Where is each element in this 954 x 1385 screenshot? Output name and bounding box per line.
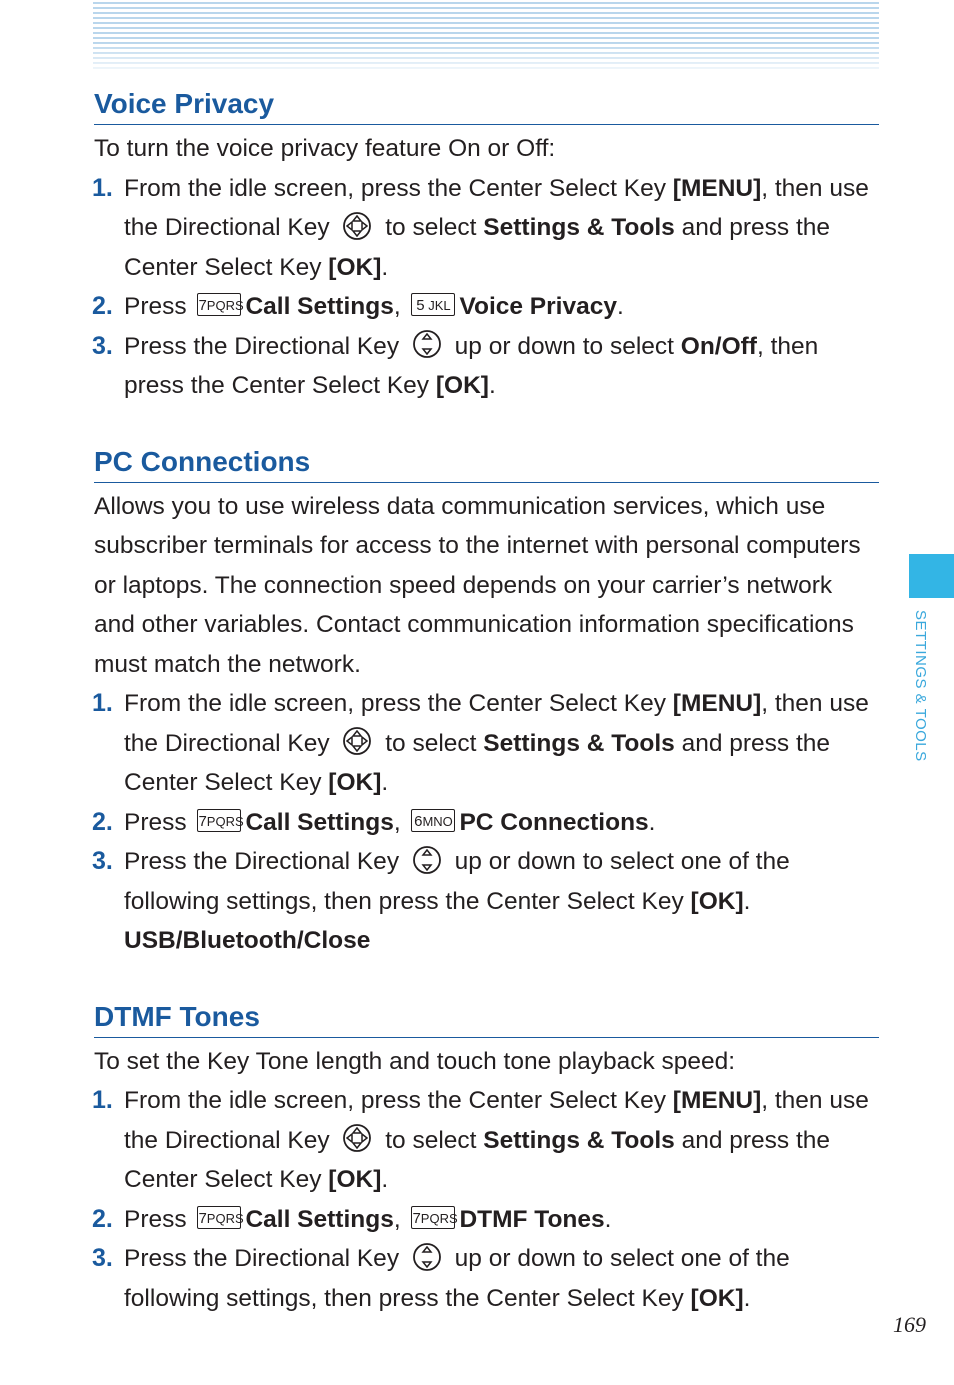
menu-item-label: Settings & Tools [483,214,675,241]
chapter-label: SETTINGS & TOOLS [912,610,929,762]
menu-item-label: Call Settings [245,808,394,836]
step-number: 3. [92,847,113,875]
step-3 [94,1239,879,1318]
menu-key-label: [MENU] [672,1087,762,1114]
directional-key-updown-icon [412,1242,442,1272]
step-text: and press the Center Select Key [124,1126,831,1193]
section-title: PC Connections [94,444,879,483]
step-2 [94,287,879,327]
directional-key-icon [342,211,372,241]
step-3 [94,327,879,406]
keypad-6-icon: 6MNO [411,809,455,832]
step-text: up or down to select one of the following settings, then press the Center Select Key [124,1245,790,1312]
step-text: Press the Directional Key [124,848,406,875]
step-2 [94,1200,879,1240]
page-content [94,86,879,1356]
page-number: 169 [893,1312,926,1337]
step-number: 1. [92,173,113,202]
section-pc-connections [94,444,879,961]
step-number: 1. [92,1086,113,1114]
step-text: to select [378,214,484,241]
step-number: 2. [92,807,113,836]
step-text: Press [124,808,194,836]
directional-key-updown-icon [412,329,442,359]
step-text: From the idle screen, press the Center Select Key [124,1087,673,1114]
menu-item-label: Settings & Tools [483,729,675,757]
keypad-7-icon: 7PQRS [411,1206,455,1229]
directional-key-icon [342,726,372,756]
step-text: , [393,1205,408,1233]
ok-key-label: [OK] [328,1166,382,1193]
menu-item-label: Call Settings [245,1205,394,1233]
step-number: 2. [92,292,113,320]
step-text: to select [378,1126,484,1154]
directional-key-icon [342,1123,372,1153]
step-text: Press the Directional Key [124,1245,406,1272]
step-text: . [743,1284,751,1312]
menu-item-label: Call Settings [245,293,394,320]
step-2 [94,803,879,843]
step-text: , [393,293,408,320]
step-text: up or down to select one of the following settings, then press the Center Select Key [124,848,790,915]
header-decoration [93,2,879,72]
directional-key-updown-icon [412,845,442,875]
step-3 [94,842,879,921]
step-text: , then use the Directional Key [124,174,869,241]
ok-key-label: [OK] [328,253,382,281]
section-intro: Allows you to use wireless data communication services, which use subscriber terminals for access to the internet with personal computers or laptops. The connection speed depends on your carrier’s network and other variables. Contact communication information specifications must match the network. [94,492,861,678]
step-text: and press the Center Select Key [124,729,831,796]
section-title: Voice Privacy [94,86,879,125]
step-1 [94,169,879,288]
step-1 [94,1081,879,1200]
step-list [94,169,879,406]
step-list [94,684,879,921]
step-text: Press [124,293,194,320]
step-text: , then press the Center Select Key [124,332,819,399]
options-list: USB/Bluetooth/Close [124,927,371,954]
step-text: Press the Directional Key [124,332,406,360]
step-text: . [381,1166,389,1193]
ok-key-label: [OK] [690,1284,744,1312]
section-intro: To turn the voice privacy feature On or Off: [94,135,556,162]
section-title: DTMF Tones [94,999,879,1038]
ok-key-label: [OK] [435,372,489,399]
section-dtmf-tones [94,999,879,1319]
step-1 [94,684,879,803]
section-voice-privacy [94,86,879,406]
step-text: and press the Center Select Key [124,214,831,281]
step-list [94,1081,879,1318]
step-text: Press [124,1205,194,1233]
menu-item-label: Voice Privacy [459,293,617,320]
menu-item-label: DTMF Tones [459,1205,605,1233]
step-text: , then use the Directional Key [124,1087,869,1154]
step-number: 3. [92,1244,113,1272]
step-number: 2. [92,1204,113,1233]
step-text: . [381,769,389,796]
step-text: up or down to select [447,332,681,360]
ok-key-label: [OK] [690,887,744,915]
ok-key-label: [OK] [328,769,382,796]
menu-key-label: [MENU] [672,174,762,202]
step-text: . [617,293,624,320]
chapter-tab [909,554,954,598]
menu-item-label: PC Connections [459,808,649,836]
step-text: . [488,372,496,399]
step-text: From the idle screen, press the Center Select Key [124,690,673,717]
menu-item-label: Settings & Tools [483,1126,675,1154]
step-text: , then use the Directional Key [124,690,869,757]
keypad-7-icon: 7PQRS [197,809,241,832]
keypad-7-icon: 7PQRS [197,293,241,316]
step-text: . [604,1205,612,1233]
keypad-5-icon: 5 JKL [411,293,455,316]
step-number: 3. [92,331,113,360]
step-number: 1. [92,689,113,717]
step-text: . [648,808,656,836]
keypad-7-icon: 7PQRS [197,1206,241,1229]
section-intro: To set the Key Tone length and touch tone playback speed: [94,1047,736,1075]
menu-key-label: [MENU] [672,690,762,717]
step-text: From the idle screen, press the Center Select Key [124,174,673,202]
step-text: to select [378,729,484,757]
step-text: . [381,253,389,281]
step-text: , [393,808,408,836]
option-label: On/Off [680,332,757,360]
step-text: . [743,887,751,915]
